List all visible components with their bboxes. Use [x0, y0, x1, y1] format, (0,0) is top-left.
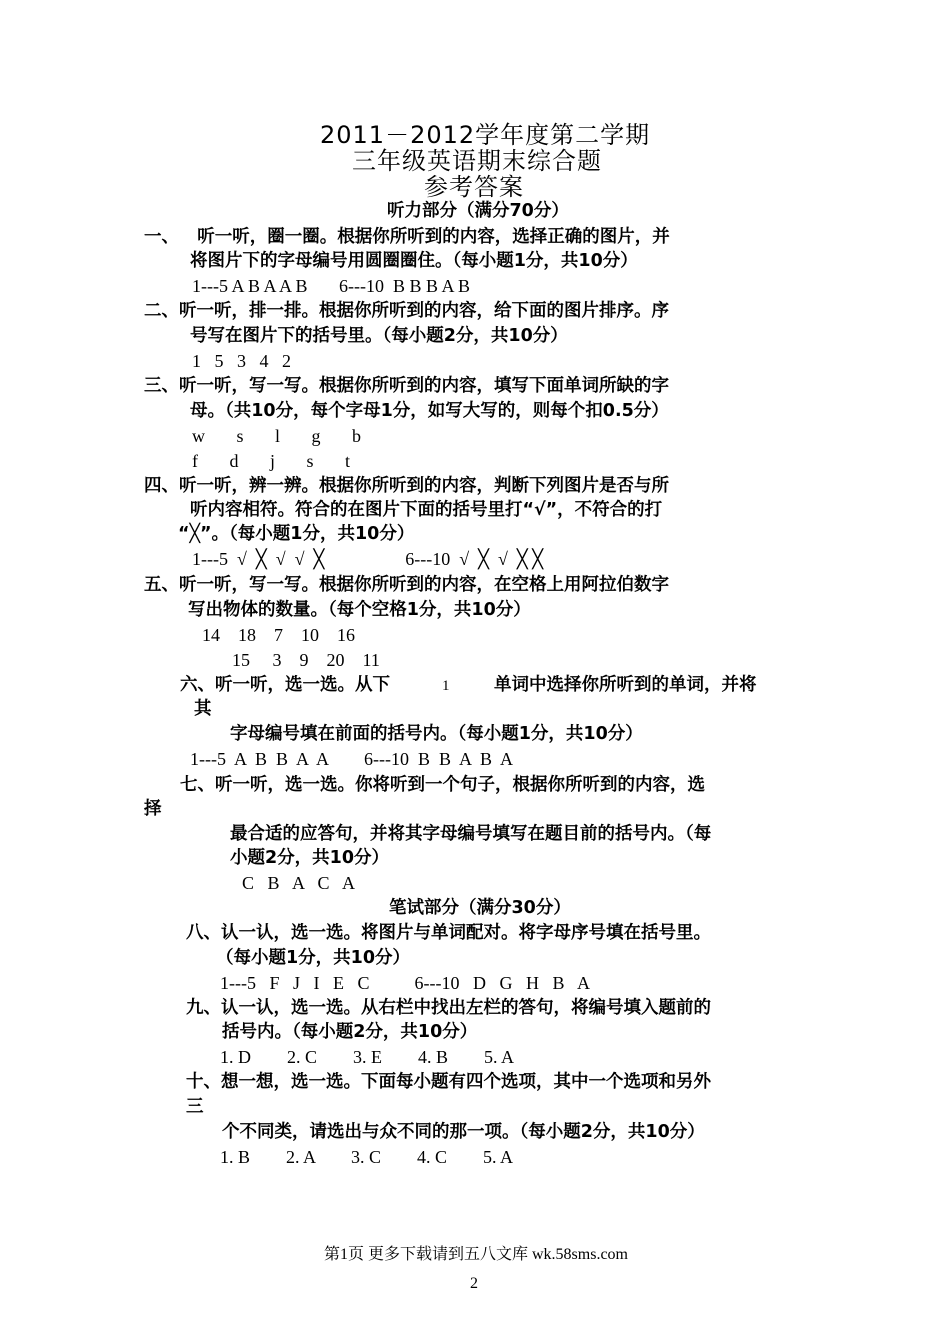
q2-line-1: 二、听一听，排一排。根据你所听到的内容，给下面的图片排序。序 [144, 301, 669, 321]
q10-answer: 1. B 2. A 3. C 4. C 5. A [220, 1147, 514, 1167]
q6-line-1-mark: 1 [442, 678, 450, 694]
q5-line-1: 五、听一听，写一写。根据你所听到的内容，在空格上用阿拉伯数字 [144, 575, 669, 595]
q7-answer: C B A C A [242, 873, 356, 893]
q7-line-4: 小题2分，共10分） [230, 848, 390, 868]
footer-text: 第1页 更多下载请到五八文库 wk.58sms.com [324, 1246, 629, 1263]
q3-answer-2: f d j s t [192, 451, 351, 471]
q9-answer: 1. D 2. C 3. E 4. B 5. A [220, 1047, 515, 1067]
q6-line-3: 字母编号填在前面的括号内。（每小题1分，共10分） [230, 724, 643, 744]
q5-line-2: 写出物体的数量。（每个空格1分，共10分） [188, 600, 531, 620]
q8-line-1: 八、认一认，选一选。将图片与单词配对。将字母序号填在括号里。 [186, 923, 711, 943]
q10-line-3: 个不同类，请选出与众不同的那一项。（每小题2分，共10分） [222, 1122, 705, 1142]
q2-line-2: 号写在图片下的括号里。（每小题2分，共10分） [190, 326, 568, 346]
q4-line-2: 听内容相符。符合的在图片下面的括号里打“√”，不符合的打 [190, 500, 663, 520]
writing-header: 笔试部分（满分30分） [389, 898, 571, 918]
q4-line-1: 四、听一听，辨一辨。根据你所听到的内容，判断下列图片是否与所 [144, 476, 669, 496]
q7-line-2: 择 [144, 799, 162, 819]
q8-line-2: （每小题1分，共10分） [216, 948, 411, 968]
q8-answer: 1---5 F J I E C 6---10 D G H B A [220, 973, 590, 993]
q10-line-1: 十、想一想，选一选。下面每小题有四个选项，其中一个选项和另外 [186, 1072, 711, 1092]
q7-line-3: 最合适的应答句，并将其字母编号填写在题目前的括号内。（每 [230, 824, 712, 844]
q1-line-1: 一、 听一听，圈一圈。根据你所听到的内容，选择正确的图片，并 [144, 227, 670, 247]
page-number: 2 [470, 1275, 478, 1292]
q3-line-1: 三、听一听，写一写。根据你所听到的内容，填写下面单词所缺的字 [144, 376, 669, 396]
q6-line-1b: 单词中选择你所听到的单词，并将 [494, 675, 757, 695]
q10-line-2: 三 [186, 1097, 204, 1117]
q6-line-1a: 六、听一听，选一选。从下 [180, 675, 390, 695]
title-line-3: 参考答案 [424, 173, 524, 201]
q9-line-2: 括号内。（每小题2分，共10分） [222, 1022, 478, 1042]
q2-answer: 1 5 3 4 2 [192, 351, 291, 371]
q1-answer: 1---5 A B A A B 6---10 B B B A B [192, 276, 471, 296]
q4-answer: 1---5 √ ╳ √ √ ╳ 6---10 √ ╳ √ ╳ ╳ [192, 549, 544, 569]
listening-header: 听力部分（满分70分） [387, 201, 569, 221]
q4-line-3: “╳”。（每小题1分，共10分） [178, 524, 415, 544]
q7-line-1: 七、听一听，选一选。你将听到一个句子，根据你所听到的内容，选 [180, 775, 705, 795]
q5-answer-1: 14 18 7 10 16 [202, 625, 355, 645]
q3-line-2: 母。（共10分，每个字母1分，如写大写的，则每个扣0.5分） [190, 401, 669, 421]
q3-answer-1: w s l g b [192, 426, 362, 446]
title-line-1: 2011－2012学年度第二学期 [320, 121, 651, 149]
q9-line-1: 九、认一认，选一选。从右栏中找出左栏的答句，将编号填入题前的 [186, 998, 711, 1018]
title-line-2: 三年级英语期末综合题 [352, 147, 602, 175]
q6-line-2: 其 [194, 699, 212, 719]
q5-answer-2: 15 3 9 20 11 [232, 650, 380, 670]
q1-line-2: 将图片下的字母编号用圆圈圈住。（每小题1分，共10分） [190, 251, 638, 271]
q6-answer: 1---5 A B B A A 6---10 B B A B A [190, 749, 514, 769]
